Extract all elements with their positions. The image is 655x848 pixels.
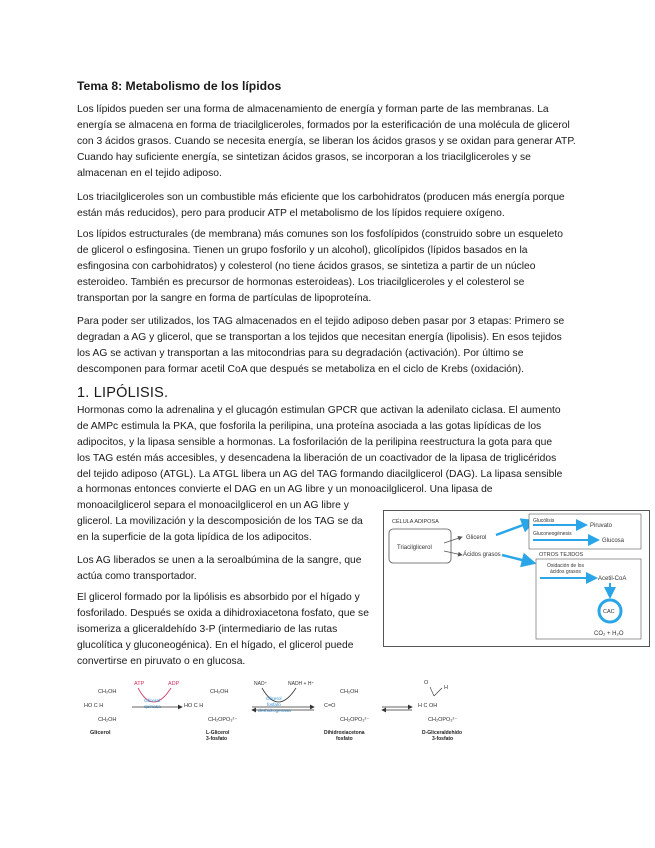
enzyme1-line2: quinasa bbox=[144, 705, 161, 710]
dhap-c2: C=O bbox=[324, 703, 336, 709]
g3p-c1: CH₂OH bbox=[210, 689, 229, 695]
enzyme2-line2: fosfato bbox=[267, 702, 281, 707]
lipolysis-line: monoacilglicerol separa el monoacilglicerol en un AG libre y bbox=[77, 500, 349, 511]
lipolysis-line: glicerol. La movilización y la descomposición de los TAG se da bbox=[77, 516, 363, 527]
oxidation-label-line1: Oxidación de los bbox=[547, 563, 584, 569]
triacylglycerol-label: Triacilglicerol bbox=[397, 545, 432, 551]
lipolysis-line: a hormonas entonces convierte el DAG en un AG libre y un monoacilglicerol. Una lipasa de bbox=[77, 484, 493, 495]
gap-aldehyde-o: O bbox=[424, 680, 429, 686]
nad-label: NAD⁺ bbox=[254, 681, 268, 687]
glycerol-conversion-reaction bbox=[78, 676, 578, 748]
lipolysis-products-figure bbox=[383, 510, 650, 647]
g3p-c3: CH₂OPO₃²⁻ bbox=[208, 717, 238, 723]
dhap-name-line2: fosfato bbox=[336, 736, 353, 742]
glycerol-structure bbox=[84, 689, 116, 736]
lipolysis-line: adipocitos, y la lipasa sensible a hormonas. La fosforilación de la perilipina reestructura la gota para que bbox=[77, 437, 553, 448]
glycerol-3-phosphate-structure bbox=[184, 689, 237, 742]
gap-name-line2: 3-fosfato bbox=[432, 736, 454, 742]
products-label: CO₂ + H₂O bbox=[594, 631, 624, 637]
cell-label: CÉLULA ADIPOSA bbox=[392, 519, 439, 525]
dehydrogenase-step bbox=[252, 681, 314, 713]
lipolysis-line: de AMPc estimula la PKA, que fosforila la perilipina, una proteína asociada a las gotas lipídicas de los bbox=[77, 421, 542, 432]
lipolysis-line: los TAG estén más accesibles, y desencadena la liberación de un coactivador de la lipasa de triglicéridos bbox=[77, 453, 557, 464]
enzyme2-line1: Glicerol bbox=[266, 696, 282, 701]
glycolysis-label: Glucólisis bbox=[533, 518, 555, 524]
oxidation-label-line2: ácidos grasos bbox=[550, 569, 581, 575]
dhap-c1: CH₂OH bbox=[340, 689, 359, 695]
gap-ch-bond bbox=[434, 688, 442, 696]
atp-label: ATP bbox=[134, 681, 145, 687]
gap-aldehyde-h: H bbox=[444, 685, 448, 691]
g3p-name-line2: 3-fosfato bbox=[206, 736, 228, 742]
dhap-structure bbox=[324, 689, 369, 742]
document-title: Tema 8: Metabolismo de los lípidos bbox=[77, 79, 282, 93]
structural-lipids-paragraph: Los lípidos estructurales (de membrana) más comunes son los fosfolípidos (construido sobre un esqueleto de glicerol o esfingosina. Tienen un grupo fosforilo y un alcohol), glicolípidos (lípidos basados en la esfingosina con carbohidratos) y colesterol (no tiene ácidos grasos, se sintetiza a partir de un núcleo esteroideo. También es precursor de hormonas esteroideas). Los triacilgliceroles y el colesterol se transportan por la sangre en forma de partículas de lipoproteína. bbox=[77, 229, 563, 305]
gluconeogenesis-label: Gluconeogénesis bbox=[533, 531, 572, 537]
gap-name-line1: D-Gliceraldehído bbox=[422, 730, 463, 736]
glycerol-c1: CH₂OH bbox=[98, 689, 117, 695]
dhap-name-line1: Dihidroxiacetona bbox=[324, 730, 365, 736]
kinase-step bbox=[132, 681, 182, 710]
other-tissues-label: OTROS TEJIDOS bbox=[539, 552, 584, 558]
gap-c3: CH₂OPO₃²⁻ bbox=[428, 717, 458, 723]
glucose-label: Glucosa bbox=[602, 538, 625, 544]
fatty-acids-label: Ácidos grasos bbox=[463, 552, 501, 558]
lipolysis-line: Hormonas como la adrenalina y el glucagón estimulan GPCR que activan la adenilato ciclasa. El aumento bbox=[77, 405, 561, 416]
glycerol-c2: HO C H bbox=[84, 703, 104, 709]
glycerol-fate-paragraph: El glicerol formado por la lipólisis es absorbido por el hígado y fosforilado. Después se oxida a dihidroxiacetona fosfato, que se isomeriza a gliceraldehído 3-P (intermediario de las rutas glucolítica y gluconeogénica). En el hígado, el glicerol puede convertirse en piruvato o en glucosa. bbox=[77, 592, 369, 668]
nadh-label: NADH + H⁺ bbox=[288, 681, 315, 687]
intro-paragraph: Los lípidos pueden ser una forma de almacenamiento de energía y forman parte de las membranas. La energía se almacena en forma de triacilgliceroles, formados por la esterificación de una molécula de glicerol con 3 ácidos grasos. Cuando se necesita energía, se liberan los ácidos grasos y se oxidan para generar ATP. Cuando hay suficiente energía, se sintetizan ácidos grasos, se incorporan a los triacilgliceroles y se almacenan en el tejido adiposo. bbox=[77, 104, 576, 180]
albumin-paragraph: Los AG liberados se unen a la seroalbúmina de la sangre, que actúa como transportador. bbox=[77, 555, 362, 583]
glyceraldehyde-3-phosphate-structure bbox=[418, 680, 462, 742]
fuel-paragraph: Los triacilgliceroles son un combustible más eficiente que los carbohidratos (producen más energía porque están más reducidos), pero para producir ATP el metabolismo de los lípidos requiere oxígeno. bbox=[77, 192, 565, 220]
reaction-scheme bbox=[78, 676, 578, 748]
dhap-c3: CH₂OPO₃²⁻ bbox=[340, 717, 370, 723]
enzyme1-line1: Glicerol bbox=[144, 699, 161, 704]
gap-co-bond bbox=[430, 687, 434, 696]
pyruvate-label: Piruvato bbox=[590, 523, 613, 529]
section-heading-lipolysis: 1. LIPÓLISIS. bbox=[77, 385, 169, 401]
lipolysis-line: del tejido adiposo (ATGL). La ATGL libera un AG del TAG formando diacilglicerol (DAG). La lipasa sensible bbox=[77, 469, 563, 480]
adp-label: ADP bbox=[168, 681, 180, 687]
glycerol-c3: CH₂OH bbox=[98, 717, 117, 723]
stages-paragraph: Para poder ser utilizados, los TAG almacenados en el tejido adiposo deben pasar por 3 etapas: Primero se degradan a AG y glicerol, que se transportan a los tejidos que necesitan energía (lipolisis). En esos tejidos los AG se activan y transportan a las mitocondrias para su degradación (activación). Por último se descomponen para formar acetil CoA que después se metaboliza en el ciclo de Krebs (oxidación). bbox=[77, 316, 565, 376]
g3p-name-line1: L-Glicerol bbox=[206, 730, 230, 736]
enzyme2-line3: deshidrogenasa bbox=[258, 708, 291, 713]
glycerol-to-liver-arrow bbox=[496, 521, 534, 535]
glycerol-label: Glicerol bbox=[466, 535, 487, 541]
acetyl-coa-label: Acetil-CoA bbox=[598, 576, 627, 582]
cac-label: CAC bbox=[603, 609, 615, 615]
g3p-c2: HO C H bbox=[184, 703, 204, 709]
fatty-acids-to-tissues-arrow bbox=[502, 555, 534, 563]
lipolysis-products-diagram bbox=[384, 511, 649, 646]
gap-c2: H C OH bbox=[418, 703, 438, 709]
glycerol-name: Glicerol bbox=[90, 730, 111, 736]
lipolysis-line: en la superficie de la gota lipídica de los adipocitos. bbox=[77, 532, 312, 543]
